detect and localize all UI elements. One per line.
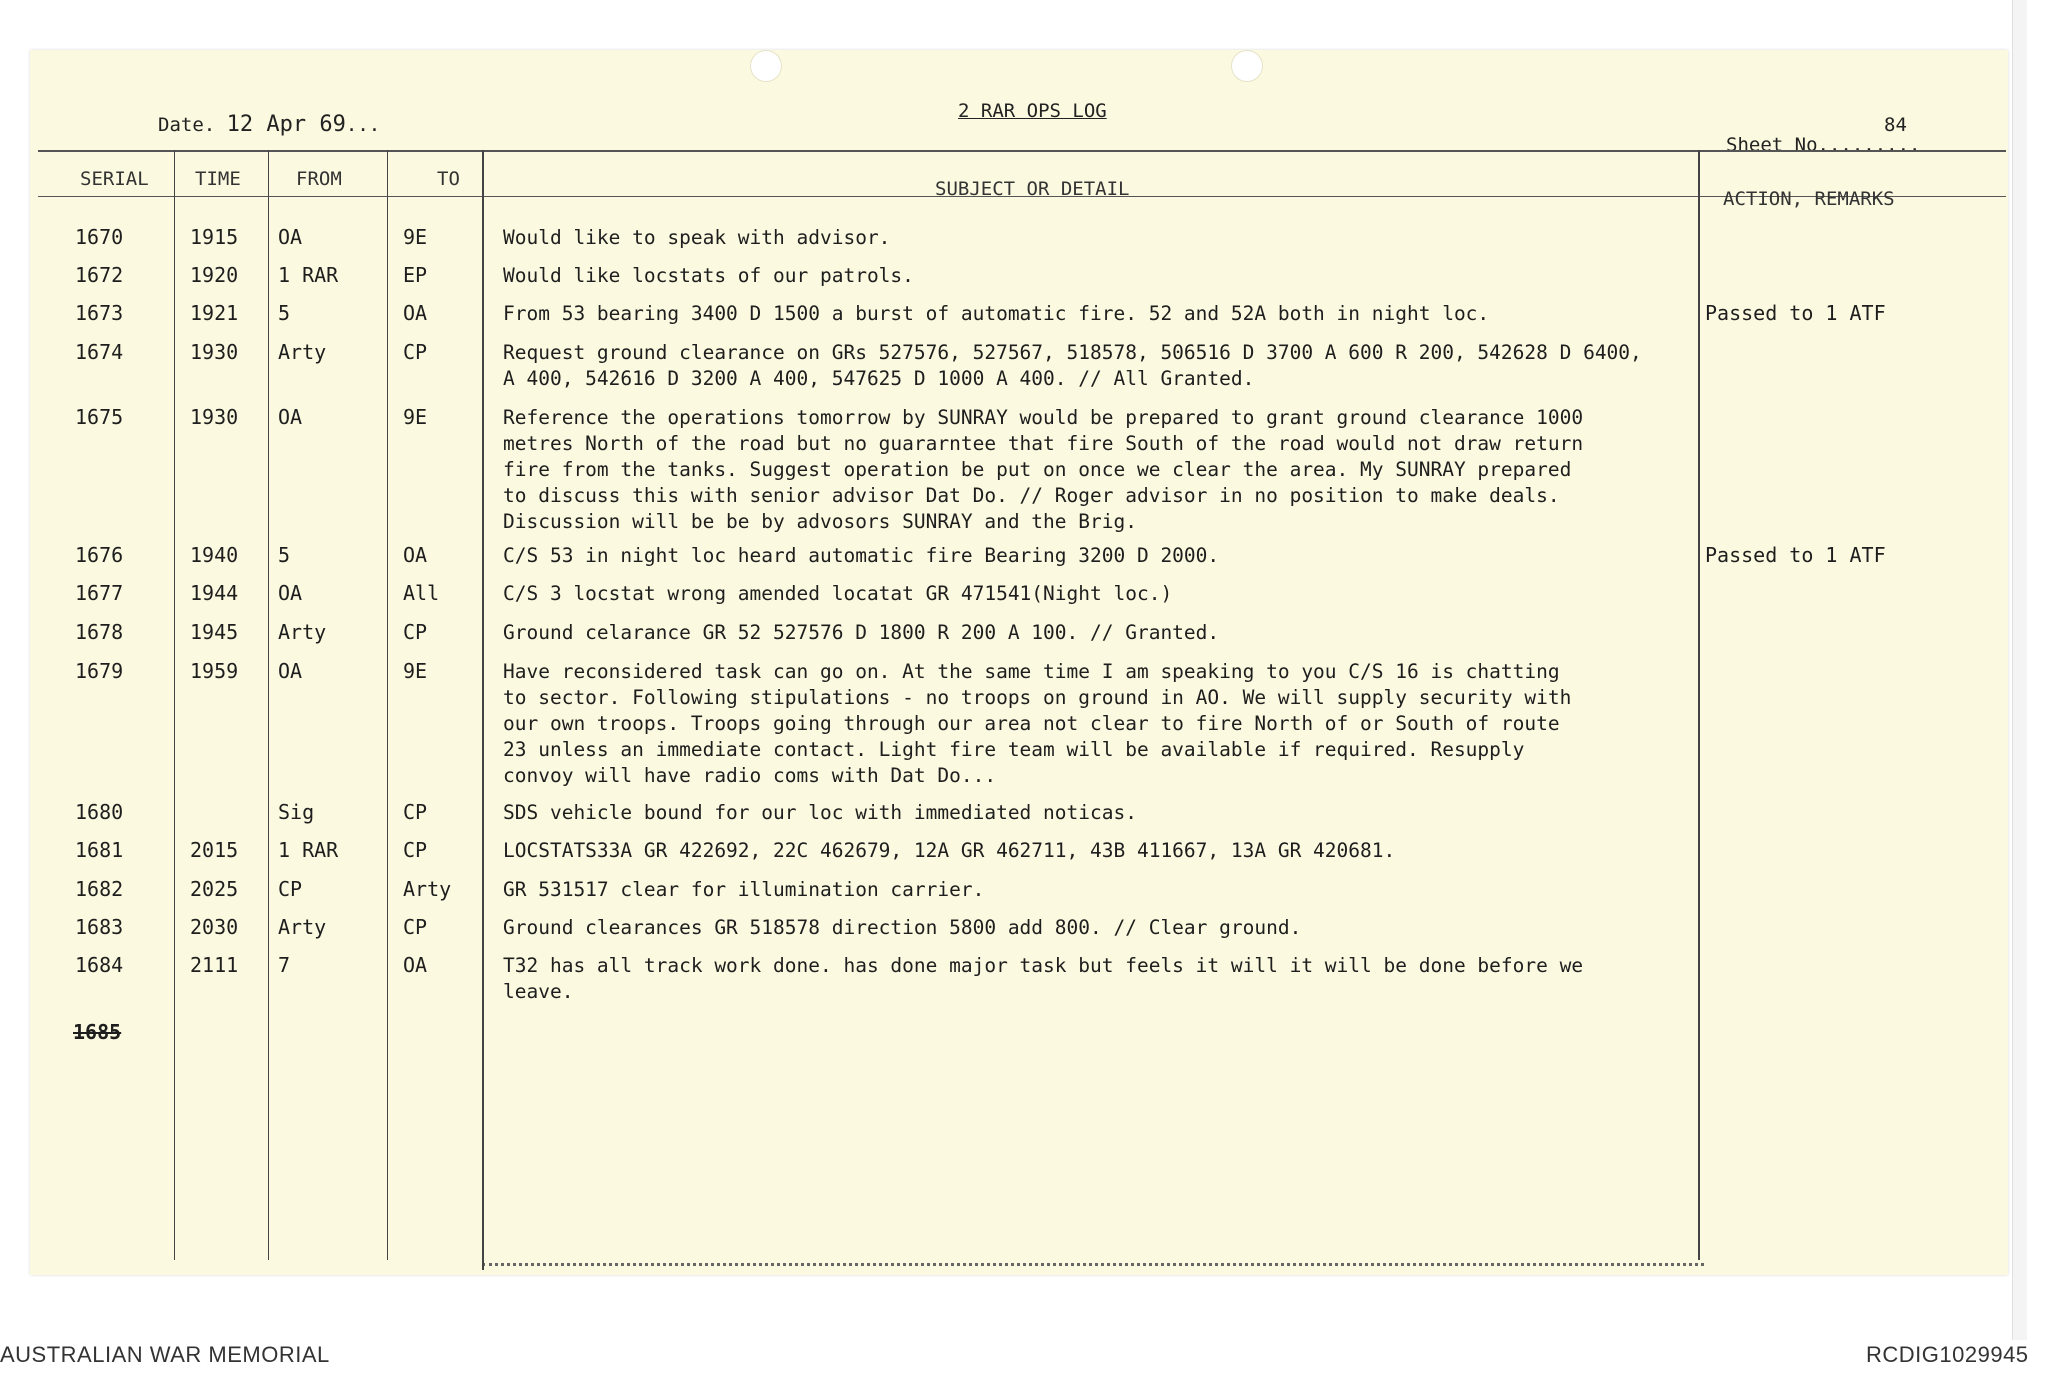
row-from: OA bbox=[278, 581, 303, 605]
row-from: 5 bbox=[278, 543, 291, 567]
column-divider bbox=[482, 150, 484, 1270]
col-serial: SERIAL bbox=[80, 168, 149, 190]
row-to: 9E bbox=[403, 225, 428, 249]
date-value: 12 Apr 69 bbox=[226, 112, 346, 137]
row-time: 1944 bbox=[190, 581, 239, 605]
row-to: CP bbox=[403, 340, 428, 364]
row-serial: 1670 bbox=[75, 225, 124, 249]
row-detail: Would like to speak with advisor. bbox=[503, 226, 891, 249]
row-action: Passed to 1 ATF bbox=[1705, 543, 1886, 567]
row-to: OA bbox=[403, 301, 428, 325]
row-time: 1959 bbox=[190, 659, 239, 683]
column-divider bbox=[174, 150, 175, 1260]
row-serial: 1680 bbox=[75, 800, 124, 824]
col-time: TIME bbox=[195, 168, 241, 190]
date-field bbox=[158, 112, 380, 137]
col-subject: SUBJECT OR DETAIL bbox=[935, 178, 1130, 200]
row-to: 9E bbox=[403, 659, 428, 683]
row-to: CP bbox=[403, 838, 428, 862]
last-serial: 1685 bbox=[73, 1020, 122, 1044]
row-time: 1930 bbox=[190, 405, 239, 429]
row-from: OA bbox=[278, 659, 303, 683]
row-detail: Reference the operations tomorrow by SUNRAY would be prepared to grant ground clearance 1000 metres North of the road but no guararntee that fire South of the road would not draw return fire from the tanks. Suggest operation be put on once we clear the area. My SUNRAY prepared to discuss this with senior advisor Dat Do. // Roger advisor in no position to make deals. Discussion will be be by advosors SUNRAY and the Brig. bbox=[503, 406, 1584, 533]
row-from: Arty bbox=[278, 915, 327, 939]
row-serial: 1673 bbox=[75, 301, 124, 325]
page-edge bbox=[2012, 0, 2027, 1340]
table-bottom-rule bbox=[482, 1263, 1704, 1266]
row-from: CP bbox=[278, 877, 303, 901]
row-detail: SDS vehicle bound for our loc with immediated noticas. bbox=[503, 801, 1137, 824]
row-time: 2111 bbox=[190, 953, 239, 977]
row-to: CP bbox=[403, 915, 428, 939]
sheet-dots: ........ bbox=[1828, 134, 1921, 156]
row-serial: 1677 bbox=[75, 581, 124, 605]
sheet-number: 84 bbox=[1884, 114, 1907, 136]
row-time: 2030 bbox=[190, 915, 239, 939]
row-detail: Would like locstats of our patrols. bbox=[503, 264, 914, 287]
row-serial: 1676 bbox=[75, 543, 124, 567]
row-serial: 1683 bbox=[75, 915, 124, 939]
punch-hole bbox=[1231, 50, 1263, 82]
row-from: 5 bbox=[278, 301, 291, 325]
row-to: CP bbox=[403, 620, 428, 644]
row-time: 2015 bbox=[190, 838, 239, 862]
row-detail: C/S 3 locstat wrong amended locatat GR 471541(Night loc.) bbox=[503, 582, 1173, 605]
row-from: Sig bbox=[278, 800, 315, 824]
row-to: EP bbox=[403, 263, 428, 287]
row-to: All bbox=[403, 581, 440, 605]
row-serial: 1675 bbox=[75, 405, 124, 429]
column-divider bbox=[268, 150, 269, 1260]
row-action: Passed to 1 ATF bbox=[1705, 301, 1886, 325]
row-from: Arty bbox=[278, 620, 327, 644]
row-detail: Request ground clearance on GRs 527576, 527567, 518578, 506516 D 3700 A 600 R 200, 542628 D 6400, A 400, 542616 D 3200 A 400, 547625 D 1000 A 400. // All Granted. bbox=[503, 341, 1642, 390]
date-dots: ... bbox=[345, 114, 381, 136]
row-serial: 1681 bbox=[75, 838, 124, 862]
punch-hole bbox=[750, 50, 782, 82]
date-label: Date. bbox=[158, 114, 216, 136]
row-serial: 1679 bbox=[75, 659, 124, 683]
sheet-label: Sheet No. bbox=[1726, 134, 1829, 156]
row-to: 9E bbox=[403, 405, 428, 429]
row-from: OA bbox=[278, 225, 303, 249]
row-from: OA bbox=[278, 405, 303, 429]
row-detail: GR 531517 clear for illumination carrier. bbox=[503, 878, 985, 901]
row-time: 1945 bbox=[190, 620, 239, 644]
row-from: 1 RAR bbox=[278, 838, 339, 862]
table-top-rule bbox=[38, 150, 2006, 152]
row-time: 1920 bbox=[190, 263, 239, 287]
row-from: Arty bbox=[278, 340, 327, 364]
row-detail: LOCSTATS33A GR 422692, 22C 462679, 12A GR 462711, 43B 411667, 13A GR 420681. bbox=[503, 839, 1396, 862]
archive-credit: AUSTRALIAN WAR MEMORIAL bbox=[0, 1342, 330, 1367]
log-title: 2 RAR OPS LOG bbox=[958, 100, 1107, 122]
row-serial: 1672 bbox=[75, 263, 124, 287]
row-detail: T32 has all track work done. has done major task but feels it will it will be done before we leave. bbox=[503, 954, 1584, 1003]
row-to: Arty bbox=[403, 877, 452, 901]
row-detail: Ground clearances GR 518578 direction 5800 add 800. // Clear ground. bbox=[503, 916, 1302, 939]
column-divider bbox=[1698, 150, 1700, 1260]
row-time: 2025 bbox=[190, 877, 239, 901]
row-serial: 1674 bbox=[75, 340, 124, 364]
col-from: FROM bbox=[296, 168, 342, 190]
row-to: CP bbox=[403, 800, 428, 824]
sheet-number-field bbox=[1726, 134, 1920, 156]
col-to: TO bbox=[437, 168, 460, 190]
row-detail: Have reconsidered task can go on. At the same time I am speaking to you C/S 16 is chatting to sector. Following stipulations - no troops on ground in AO. We will supply security with our own troops. Troops going through our area not clear to fire North of or South of route 23 unless an immediate contact. Light fire team will be available if required. Resupply convoy will have radio coms with Dat Do... bbox=[503, 660, 1572, 787]
row-serial: 1684 bbox=[75, 953, 124, 977]
row-from: 7 bbox=[278, 953, 291, 977]
row-time: 1940 bbox=[190, 543, 239, 567]
row-serial: 1678 bbox=[75, 620, 124, 644]
row-detail: Ground celarance GR 52 527576 D 1800 R 200 A 100. // Granted. bbox=[503, 621, 1220, 644]
row-to: OA bbox=[403, 953, 428, 977]
row-time: 1915 bbox=[190, 225, 239, 249]
row-detail: From 53 bearing 3400 D 1500 a burst of automatic fire. 52 and 52A both in night loc. bbox=[503, 302, 1490, 325]
row-to: OA bbox=[403, 543, 428, 567]
row-detail: C/S 53 in night loc heard automatic fire Bearing 3200 D 2000. bbox=[503, 544, 1220, 567]
col-action: ACTION, REMARKS bbox=[1723, 188, 1895, 210]
column-divider bbox=[387, 150, 388, 1260]
row-time: 1921 bbox=[190, 301, 239, 325]
row-serial: 1682 bbox=[75, 877, 124, 901]
row-time: 1930 bbox=[190, 340, 239, 364]
archive-id: RCDIG1029945 bbox=[1866, 1342, 2029, 1367]
row-from: 1 RAR bbox=[278, 263, 339, 287]
